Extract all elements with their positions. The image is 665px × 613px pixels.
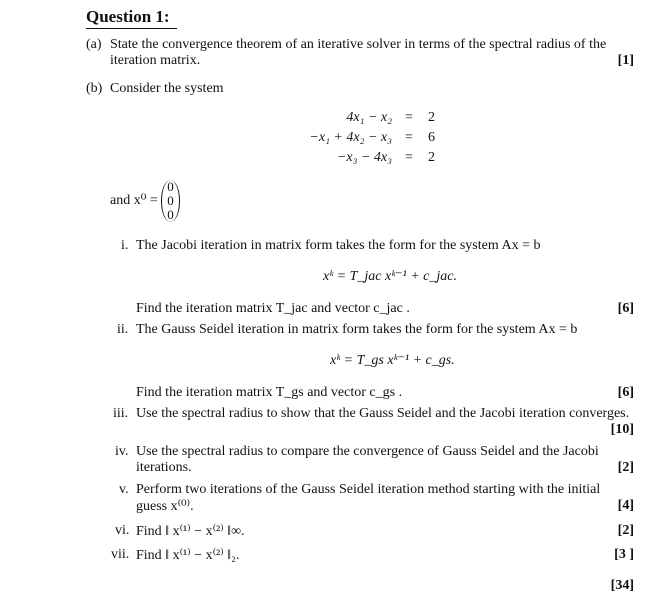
- item-vi-label: vi.: [115, 523, 130, 538]
- system-row-1-rhs: 2: [428, 110, 435, 125]
- initial-guess-prefix: and x⁰ =: [110, 193, 158, 209]
- question-title: Question 1:: [86, 7, 170, 26]
- part-a-line1: State the convergence theorem of an iterative solver in terms of the spectral radius of the: [110, 37, 607, 52]
- system-row-2-rhs: 6: [428, 130, 435, 145]
- system-row-2-eq: =: [405, 130, 413, 145]
- item-vii-marks: [3 ]: [614, 547, 634, 562]
- item-v-line1: Perform two iterations of the Gauss Seidel iteration method starting with the initial: [136, 482, 601, 497]
- item-iii-text: Use the spectral radius to show that the Gauss Seidel and the Jacobi iteration converges.: [136, 406, 630, 421]
- item-v-label: v.: [119, 482, 129, 497]
- initial-vector-entry-2: 0: [167, 193, 174, 208]
- item-i-marks: [6]: [617, 301, 634, 316]
- item-iii-marks: [10]: [610, 422, 634, 437]
- item-v-marks: [4]: [617, 498, 634, 513]
- title-underline: [86, 28, 177, 29]
- item-i-equation: xᵏ = T_jac xᵏ⁻¹ + c_jac.: [323, 269, 457, 284]
- item-ii-equation: xᵏ = T_gs xᵏ⁻¹ + c_gs.: [330, 353, 455, 368]
- total-marks: [34]: [610, 578, 634, 593]
- item-iv-label: iv.: [115, 444, 129, 459]
- item-ii-label: ii.: [117, 322, 129, 337]
- item-i-label: i.: [121, 238, 129, 253]
- part-b-label: (b): [86, 81, 103, 96]
- item-iv-line2: iterations.: [136, 460, 192, 475]
- system-row-3-lhs: −x₃ − 4x₃: [336, 150, 392, 165]
- system-row-3-rhs: 2: [428, 150, 435, 165]
- part-a-label: (a): [86, 37, 102, 52]
- system-row-2-lhs: −x₁ + 4x₂ − x₃: [309, 130, 392, 145]
- system-row-1-eq: =: [405, 110, 413, 125]
- item-ii-marks: [6]: [617, 385, 634, 400]
- item-i-text: The Jacobi iteration in matrix form takes the form for the system Ax = b: [136, 238, 541, 253]
- system-row-3-eq: =: [405, 150, 413, 165]
- initial-vector-entry-3: 0: [167, 207, 174, 222]
- initial-guess: [110, 180, 180, 222]
- item-ii-find: Find the iteration matrix T_gs and vector c_gs .: [136, 385, 403, 400]
- item-iii-label: iii.: [113, 406, 129, 421]
- item-iv-marks: [2]: [617, 460, 634, 475]
- item-vii-label: vii.: [111, 547, 130, 562]
- item-v-line2: guess x⁽⁰⁾.: [136, 499, 194, 514]
- item-iv-line1: Use the spectral radius to compare the convergence of Gauss Seidel and the Jacobi: [136, 444, 599, 459]
- part-a-marks: [1]: [617, 53, 634, 68]
- initial-vector: [161, 180, 180, 222]
- item-ii-text: The Gauss Seidel iteration in matrix form takes the form for the system Ax = b: [136, 322, 578, 337]
- item-vi-text: Find ‖ x⁽¹⁾ − x⁽²⁾ ‖∞.: [136, 524, 245, 539]
- part-b-intro: Consider the system: [110, 81, 224, 96]
- part-a-line2: iteration matrix.: [110, 53, 201, 68]
- initial-vector-entry-1: 0: [167, 179, 174, 194]
- item-vi-marks: [2]: [617, 523, 634, 538]
- item-vii-text: Find ‖ x⁽¹⁾ − x⁽²⁾ ‖₂.: [136, 548, 240, 563]
- system-row-1-lhs: 4x₁ − x₂: [346, 110, 392, 125]
- item-i-find: Find the iteration matrix T_jac and vector c_jac .: [136, 301, 410, 316]
